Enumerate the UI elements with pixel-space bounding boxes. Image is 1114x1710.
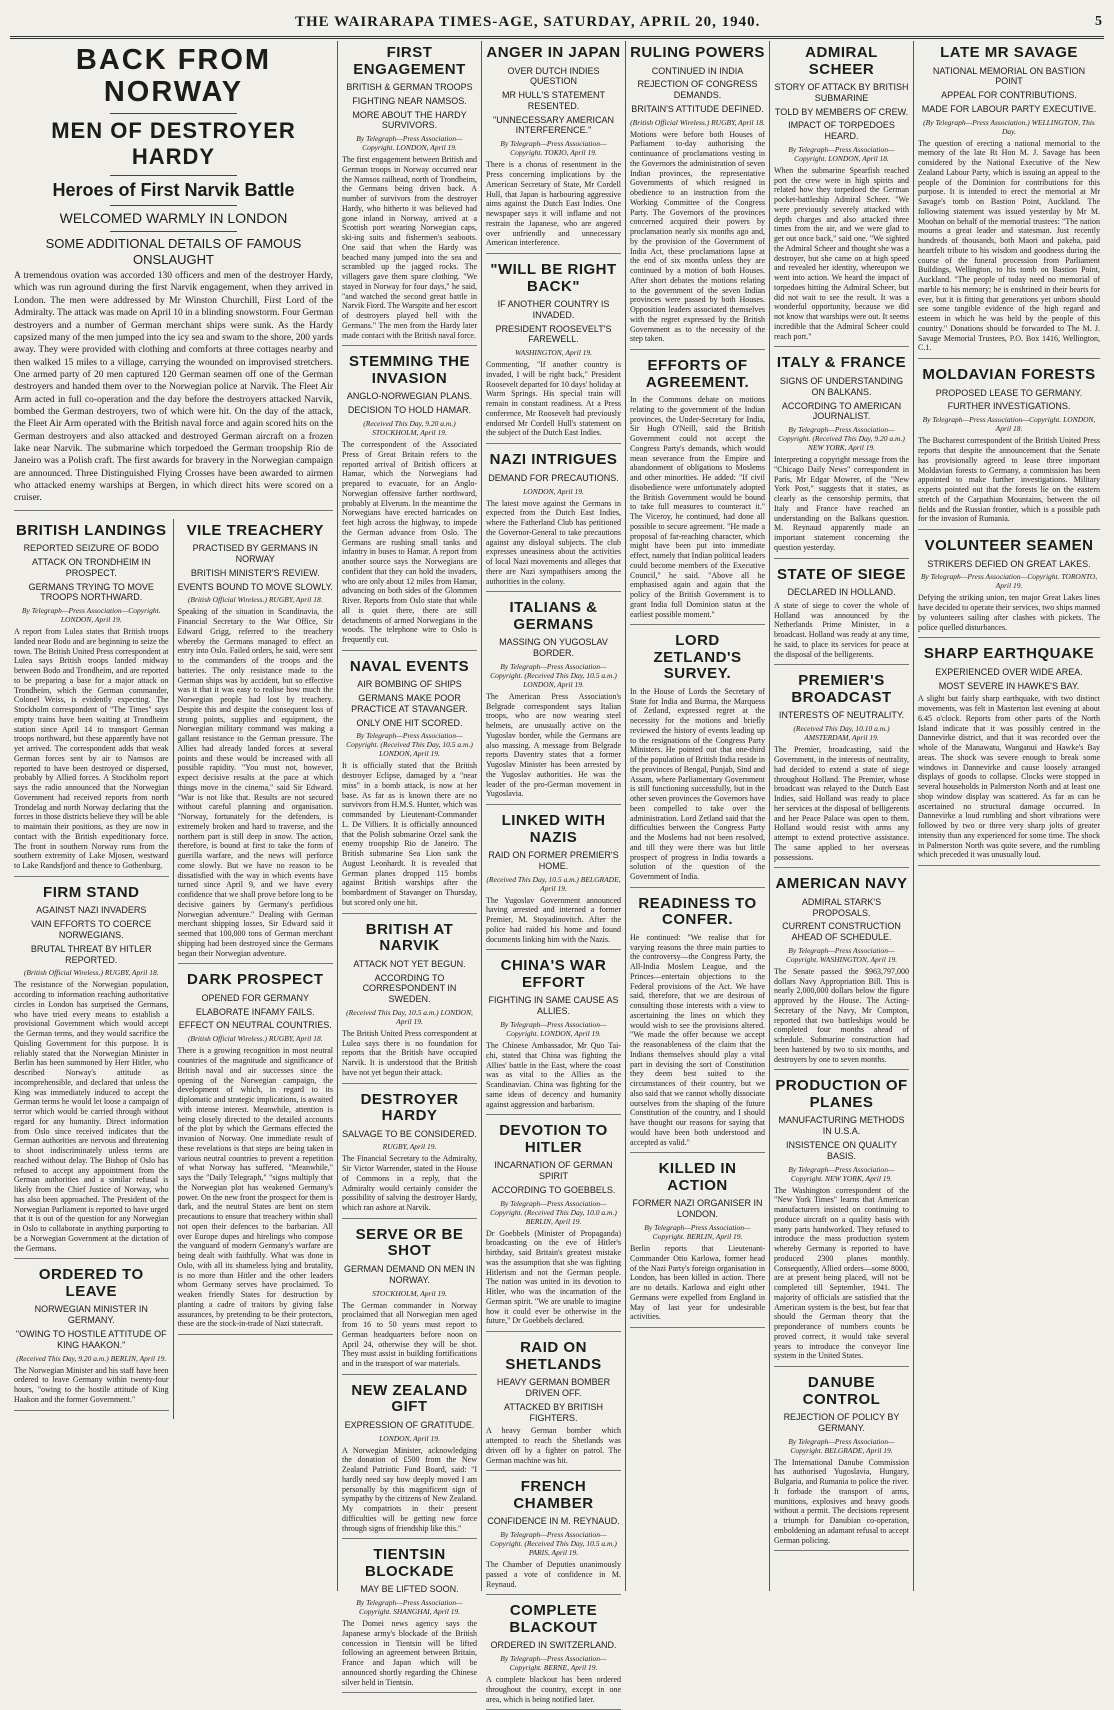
article [774, 1078, 909, 1367]
article-dateline: By Telegraph—Press Association—Copyright. (Received This Day, 10.0 a.m.) BERLIN, April 19. [490, 1198, 617, 1226]
article-body: The Domei news agency says the Japanese army's blockade of the British concession in Tientsin will be lifted following an agreement between Britain, France and Japan which will be announced shortly regarding the Chinese silver held in Tientsin. [342, 1619, 477, 1687]
article-headline: LINKED WITH NAZIS [501, 812, 606, 846]
article-headline: PREMIER'S BROADCAST [791, 672, 892, 706]
article-body: The American Press Association's Belgrade correspondent says Italian troops, who are now wearing steel helmets, are unusually active on the Yugoslav border, while the Germans are also massing. A message from Belgrade reports Daventry states that a former Yugoslav Minister has been arrested by the Yugoslav authorities. He was the leader of the pro-German movement in Yugoslavia. [486, 691, 621, 799]
article-body: The Chinese Ambassador, Mr Quo Tai-chi, stated that China was fighting the Allies' battle in the East, where the coast was as vital to the Allies as the Scandinavian. China was fighting for the same ideas of decency and humanity against aggression and barbarism. [486, 1041, 621, 1109]
article-body: The resistance of the Norwegian population, according to information reaching authoritative circles in London has surprised the Germans, who have tried every means to establish a provisional Government which would accept the German terms, and they would sacrifice the Quisling Government for this purpose. It is reliably stated that the Norwegian Minister in Berlin has been summoned by Herr Hitler, who described Norway's attitude as incomprehensible, and declared that unless the King was immediately induced to accept the German terms he would let loose a campaign of terror which would be carried through without regard for any humanity. Direct information from Oslo since received indicates that the German authorities are nervous and threatening to shoot indiscriminately unless terms are reached without delay. The Bishop of Oslo has refused to accept any appointment from the German authorities and a similar refusal is likely from the Chief Justice of Norway, who has also been approached. The President of the Norwegian Parliament is reported to have urged that it is out of the question for any Norwegian in Oslo to collaborate in anything purporting to be a Norwegian Government at the dictation of the Germans. [14, 980, 169, 1253]
article [14, 885, 169, 1259]
article-subhead: ELABORATE INFAMY FAILS. [195, 1006, 315, 1017]
article-headline: BRITISH LANDINGS [16, 521, 167, 539]
article-headline: ANGER IN JAPAN [486, 44, 621, 61]
article-headline: DESTROYER HARDY [360, 1090, 459, 1125]
article-headline: ITALIANS & GERMANS [509, 599, 598, 633]
article-headline: DARK PROSPECT [186, 971, 324, 989]
article-body: When the submarine Spearfish reached port the crew were in high spirits and related how they torpedoed the German pocket-battleship Admiral Scheer. "We were previously severely attacked with depth charges and also attacked three times from the air, and we were glad to get out once back," said one. "We sighted the Admiral Scheer and thought she was a destroyer, but she came on at high speed and revealed her identity, whereupon we went into action. We heard the impact of torpedoes hitting the Admiral Scheer, but did not wait to see the result. It was a wonderful opportunity, because we did not know that warships were out. It seems incredible that the Admiral Scheer could reach port." [774, 165, 909, 341]
article [342, 1092, 477, 1219]
article-subhead: MORE ABOUT THE HARDY SURVIVORS. [352, 109, 467, 131]
article-subhead: NORWEGIAN MINISTER IN GERMANY. [34, 1304, 148, 1326]
article-body: There is a growing recognition in most neutral countries of the magnitude and significance of British naval and air successes since the opening of the Norwegian campaign, the development of which, in regard to its diplomatic and strategic implications, is awaited with intense interest. Meanwhile, attention is being closely directed to the detailed accounts of the plot by which the Germans effected the invasion of Norway. One immediate result of these revelations is that steps are being taken in various neutral countries to prevent a repetition of what Norway has suffered. "Meanwhile," says the "Daily Telegraph," "signs multiply that the Norwegian plot has weakened Germany's power. On the new front the prospect for them is dark, and the neutral States are bent on stern precautions to ensure that treachery within shall not open their defences to the barbarian. All over Europe dupes and hirelings who compose the vanguard of modern Germany's warfare are being dealt with faithfully. What was done in Oslo, with all its shameless lying and brutality, is no more than Hitler and the other leaders whom Germany serves have proclaimed. To weaken friendly States for destruction by planting a cadre of traitors by giving false assurances, by pretending to be their protectors, these are the stock-in-trade of Nazi statecraft. [177, 1046, 334, 1329]
article-headline: VILE TREACHERY [186, 521, 324, 539]
article-dateline: (Received This Day, 10.5 a.m.) BELGRADE, April 19. [486, 874, 621, 893]
article [630, 633, 765, 888]
article [630, 358, 765, 625]
article-subhead: EXPERIENCED OVER WIDE AREA. [935, 666, 1083, 677]
column-6 [913, 41, 1104, 1591]
article-subhead: CURRENT CONSTRUCTION AHEAD OF SCHEDULE. [782, 921, 901, 943]
article-body: The latest move against the Germans in expected from the Dutch East Indies, where the Fatherland Club has petitioned the Governor-General to take precautions against any disloyal subjects. The club expresses uneasiness about the activities of local Nazi movements and alleges that there are Nazi sympathisers among the authorities in the colony. [486, 498, 621, 586]
article-headline: CHINA'S WAR EFFORT [500, 957, 607, 991]
article-body: The correspondent of the Associated Press of Great Britain refers to the reported arrival of British officers at Hamar, which the Norwegians had prepared to evacuate, for an Anglo-Norwegian offensive farther northward, probably at Elverum. In the meantime the Norwegians have erected barricades on feet high across the highway, to impede the German advance from Oslo. The Germans are rushing small tanks and infantry in buses to Hamar. A report from another source says the Norwegians are confident that they can hold the invaders, who are only about 12 miles from Hamar, advancing on both sides of the Glommen River. Reports from Oslo state that while all is quiet there, there are still detachments of armed Norwegians in the woods. The telephone wire to Oslo is frequently cut. [342, 440, 477, 645]
article-body: A state of siege to cover the whole of Holland was announced by the Netherlands Prime Minister, in a broadcast. Holland was ready at any time, he said, to place its services for peace at the disposal of the belligerents. [774, 600, 909, 659]
article-subhead: FIGHTING IN SAME CAUSE AS ALLIES. [488, 995, 619, 1017]
article-headline: TIENTSIN BLOCKADE [365, 1546, 454, 1580]
article-body: The Senate passed the $963,797,000 dollars Navy Appropriation Bill. This is nearly 2,000,000 dollars below the figure approved by the House. The Acting-Secretary of the Navy, Mr Compton, reported that two battleships would be completed four months ahead of schedule. Submarine construction had been hastened by two to six months, and destroyers by one to seven months. [774, 966, 909, 1064]
article-dateline: By Telegraph—Press Association—Copyright. TOKIO, April 19. [500, 139, 607, 158]
article-subhead: SIGNS OF UNDERSTANDING ON BALKANS. [779, 375, 904, 397]
article [342, 922, 477, 1084]
article [342, 45, 477, 346]
article-headline: FRENCH CHAMBER [513, 1478, 594, 1512]
article-dateline: By Telegraph—Press Association—Copyright. TORONTO, April 19. [920, 572, 1098, 591]
article [774, 1375, 909, 1551]
article-subhead: PRESIDENT ROOSEVELT'S FAREWELL. [495, 323, 612, 345]
article-body: The Premier, broadcasting, said the Government, in the interests of neutrality, had decided to extend a state of siege throughout Holland. The Premier, whose broadcast was relayed to the Dutch East Indies, said Holland was ready to place her services at the disposal of belligerents and her Peace Palace was open to them. Holland would resist with arms any attempt to extend protective assistance. The same applied to her overseas possessions. [774, 745, 909, 862]
article-body: Interpreting a copyright message from the "Chicago Daily News" correspondent in Paris, Mr Edgar Mowrer, of the "New York Post," suggests that it states, as clearly as the censorship permits, that Italy and France have reached an understanding on the Balkans question. M. Reynaud apparently made an important statement concerning the question yesterday. [774, 455, 909, 552]
lead-body: A tremendous ovation was accorded 130 officers and men of the destroyer Hardy, which was run aground during the first Narvik engagement, when they arrived in London. The men were addressed by Mr Winston Churchill, First Lord of the Admiralty. The attack was made on April 10 in a blinding snowstorm. Four German destroyers and a number of German merchant ships were sunk. As the Hardy capsized many of the men jumped into the icy sea and swam to the shore, 200 yards away. They were provided with clothing and comforts at three cottages nearby and then walked 15 miles to a village, carrying the wounded on improvised stretchers. One armed party of 20 men captured 120 German seamen off one of the German destroyers and handed them over to the Norwegian police at Narvik. The Fleet Air Arm acted in full co-operation and the day before the destroyers attacked Narvik, bombed the German destroyers, two of which were hit. On the day of the attack, the Fleet Air Arm operated with the British naval force and again scored hits on the German destroyers and also attacked and destroyed German aircraft on a frozen lake near Narvik. The submarine which torpedoed the German troopship Rio de Janeiro was a Polish craft. The first awards for bravery in the Norwegian campaign are announced. Three Distinguished Flying Crosses have been awarded to airmen who attacked enemy warships at Bergen, in which direct hits were scored on a cruiser. [14, 271, 333, 504]
article-dateline: By Telegraph—Press Association—Copyright. SHANGHAI, April 19. [356, 1598, 463, 1617]
article-subhead: REJECTION OF POLICY BY GERMANY. [783, 1412, 900, 1433]
article-subhead: APPEAL FOR CONTRIBUTIONS. [941, 90, 1077, 101]
article [342, 354, 477, 650]
article-subhead: AIR BOMBING OF SHIPS [357, 679, 462, 690]
article-subhead: NATIONAL MEMORIAL ON BASTION POINT [932, 65, 1086, 87]
article-headline: RULING POWERS [630, 44, 765, 61]
article-dateline: By Telegraph—Press Association—Copyright. (Received This Day, 10.5 a.m.) LONDON, April 19. [346, 731, 473, 759]
article [14, 1267, 169, 1410]
article-body: The German commander in Norway proclaimed that all Norwegian men aged from 16 to 50 years must report to German headquarters before noon on April 24, otherwise they will be shot. They must assist in building fortifications and in the transport of war materials. [342, 1300, 477, 1369]
article-subhead: ATTACKED BY BRITISH FIGHTERS. [503, 1401, 604, 1423]
lead-story [14, 45, 333, 511]
article-subhead: ACCORDING TO CORRESPONDENT IN SWEDEN. [362, 972, 457, 1005]
article-subhead: "UNNECESSARY AMERICAN INTERFERENCE." [493, 114, 614, 136]
article-body: The Chamber of Deputies unanimously passed a vote of confidence in M. Reynaud. [486, 1560, 621, 1589]
divider [110, 175, 238, 176]
article-headline: "WILL BE RIGHT BACK" [490, 261, 617, 295]
article-headline: STATE OF SIEGE [777, 565, 906, 583]
column-5 [769, 41, 913, 1591]
masthead [10, 8, 1104, 39]
article-subhead: AGAINST NAZI INVADERS [36, 905, 147, 916]
article-body: A slight but fairly sharp earthquake, with two distinct movements, was felt in Masterton last evening at about 6.45 o'clock. Reports from other parts of the North Island indicate that it was possibly centred in the Dannevirke district, and that it was recorded over the whole of the Manawatu, Wanganui and Hawke's Bay areas. The shock was severe enough to break some windows in Dannevirke and cause loosely arranged displays of goods to collapse. Clocks were stopped in several households in Palmerston North and at least one shop window display was scattered. As far as can be ascertained no structural damage occurred. In Dannevirke a loud rumbling and short vibrations were followed by two or three very sharp jolts of greater intensity than any experienced for some time. The shock in Palmerston North was quite severe, and the rumbling which preceded it was unusually loud. [918, 694, 1100, 860]
article-subhead: CONFIDENCE IN M. REYNAUD. [487, 1516, 620, 1527]
article-subhead: INSISTENCE ON QUALITY BASIS. [785, 1140, 898, 1161]
article-dateline: (Received This Day, 9.20 a.m.) STOCKHOLM, April 19. [363, 419, 456, 438]
article-headline: LORD ZETLAND'S SURVEY. [653, 632, 742, 683]
article-body: There is a chorus of resentment in the Press concerning implications by the American Secretary of State, Mr Cordell Hull, that Japan is harbouring aggressive aims against the Dutch East Indies. One newspaper says it will inflame and not restrain the Japanese, who are angered over unfriendly and unnecessary American interference. [486, 160, 621, 248]
article-subhead: REPORTED SEIZURE OF BODO [23, 543, 159, 554]
masthead-title: THE WAIRARAPA TIMES-AGE, SATURDAY, APRIL 20, 1940. [295, 14, 761, 30]
article [342, 1227, 477, 1375]
article [486, 813, 621, 950]
article-subhead: RAID ON FORMER PREMIER'S HOME. [488, 850, 619, 871]
article-subhead: IF ANOTHER COUNTRY IS INVADED. [497, 299, 610, 320]
article-subhead: HEAVY GERMAN BOMBER DRIVEN OFF. [496, 1377, 611, 1398]
article-subhead: FURTHER INVESTIGATIONS. [947, 401, 1071, 412]
article [342, 659, 477, 914]
article-dateline: (British Official Wireless.) RUGBY, April 18. [187, 595, 323, 605]
article-headline: LATE MR SAVAGE [940, 44, 1078, 61]
article [486, 262, 621, 444]
article-dateline: By Telegraph—Press Association—Copyright. (Received This Day, 9.20 a.m.) NEW YORK, April 19. [778, 425, 905, 453]
article-headline: STEMMING THE INVASION [349, 353, 470, 387]
article [486, 1123, 621, 1332]
article-headline: DANUBE CONTROL [802, 1374, 881, 1408]
article-body: In the House of Lords the Secretary of State for India and Burma, the Marquess of Zetland, expressed regret at the necessity for the motions and briefly reviewed the history of events leading up to the resignations of the Congress Party Ministers. He pointed out that one-third of the population of British India reside in the provinces of Bengal, Punjab, Sind and Assam, where Parliamentary Government is still functioning successfully, but in the other seven provinces the Governors have been compelled to take over the administration. Lord Zetland said that the difficulties between the Congress Party and the Moslems had not been resolved, and till they were there was but little prospect of progress in India towards a solution of the question of the Government of India. [630, 686, 765, 882]
article [630, 896, 765, 1154]
article-subhead: BRITISH MINISTER'S REVIEW. [190, 567, 320, 578]
article-body: Motions were before both Houses of Parliament to-day authorising the continuance of proclamations vesting in the Governors the administration of seven Indian provinces, the representative Governments of which resigned in obedience to an instruction from the Working Committee of the Congress Party. The Governors of the provinces concerned acquired their powers by proclamation nearly six months ago and, by the provision of the Government of India Act, these proclamations lapse at the end of six months unless they are continued by a motion of both Houses. After short debates the motions relating to the government of the seven Indian provinces were passed by both Houses. Opposition leaders associated themselves with the regret expressed by the British Government as to the necessity of the step taken. [630, 129, 765, 344]
article-headline: NAVAL EVENTS [349, 657, 470, 675]
article-headline: PRODUCTION OF PLANES [775, 1077, 908, 1111]
column-1-right [174, 519, 334, 1419]
article-subhead: DECISION TO HOLD HAMAR. [347, 405, 472, 416]
article-subhead: VAIN EFFORTS TO COERCE NORWEGIANS. [31, 919, 152, 940]
article-dateline: (Received This Day, 10.10 a.m.) AMSTERDAM, April 19. [793, 724, 890, 743]
article-subhead: PROPOSED LEASE TO GERMANY. [935, 387, 1083, 398]
article-body: He continued: "We realise that for varying reasons the three main parties to the controversy—the Congress Party, the All-India Moslem League, and the Princes—entertain objections to the Federal provisions of the Act. We have said, therefore, that we are desirous of consulting those interests with a view to ascertaining the lines on which they would wish to see the provisions altered. "We made the offer because we accept the reasonableness of the claim that the Indians themselves should play a vital part in devising the sort of Constitution they deem best suited to the circumstances of their country, but we also said that we cannot wholly dissociate ourselves from the shaping of the future Constitution of the country, and I should have thought our reasons for saying that would have been both understood and accepted as valid." [630, 932, 765, 1147]
article-subhead: ATTACK NOT YET BEGUN. [353, 958, 466, 969]
article [630, 1161, 765, 1328]
article-headline: BRITISH AT NARVIK [365, 920, 454, 955]
article [774, 673, 909, 868]
article-body: The question of erecting a national memorial to the memory of the late Rt Hon M. J. Savage has been considered by the National Executive of the New Zealand Labour Party, which is issuing an appeal to the people of the Dominion for contributions for this purpose. It is intended to erect the memorial at Mr Savage's tomb on Bastion Point, Auckland. The following statement was issued yesterday by Mr M. Moohan on behalf of the memorial trustees: "The nation mourns a great leader and statesman. Just recently hundreds of thousands, both Maori and pakeha, paid heartfelt tribute to his wisdom and goodness during the course of the funeral procession from Parliament Buildings, Wellington, to his tomb on Bastion Point, Auckland. "The people of today need no memorial of marble to his memory; he is enshrined in their hearts for ever, but it is fitting that generations yet unborn should see some tangible evidence of the high regard and esteem in which he was held by the people of this country." Donations should be forwarded to The M. J. Savage Memorial Trustees, P.O. Box 1416, Wellington, C.1. [918, 138, 1100, 353]
article-dateline: RUGBY, April 19. [382, 1142, 437, 1152]
article-body: The Washington correspondent of the "New York Times" learns that American manufacturers insisted on continuing to produce aircraft on a quality basis with many parts handworked. They refused to introduce the mass production system whereby Germany is reported to have produced 2300 planes monthly. Consequently, Allied orders—some 8000, are at present being placed, will not be completed till September, 1941. The majority of officials are satisfied that the American system is the best, but fear that should the German theory that the preponderance of numbers counts be proved correct, it would take several years to introduce the conveyor line system in the United States. [774, 1185, 909, 1361]
article-subhead: ADMIRAL STARK'S PROPOSALS. [801, 896, 882, 918]
article-subhead: MASSING ON YUGOSLAV BORDER. [499, 637, 608, 659]
article-subhead: OPENED FOR GERMANY [201, 992, 309, 1003]
article [774, 567, 909, 666]
article-headline: SHARP EARTHQUAKE [923, 645, 1095, 663]
article-subhead: MR HULL'S STATEMENT RESENTED. [502, 90, 605, 111]
article-headline: NEW ZEALAND GIFT [351, 1381, 468, 1416]
lead-headline: BACK FROM NORWAY [75, 44, 272, 108]
article-subhead: MAY BE LIFTED SOON. [360, 1584, 459, 1595]
article [918, 367, 1100, 530]
article-dateline: (British Official Wireless.) RUGBY, April 18. [187, 1034, 323, 1044]
article-body: Berlin reports that Lieutenant-Commander Otto Karlowa, former head of the Nazi Party's foreign organisation in London, has been killed in action. There are no details. Karlowa and eight other Germans were expelled from England in May of last year for undesirable activities. [630, 1244, 765, 1322]
article-body: A complete blackout has been ordered throughout the country, except in one area, which is being notified later. [486, 1675, 621, 1704]
article-dateline: (Received This Day, 9.20 a.m.) BERLIN, April 19. [16, 1353, 167, 1363]
article-subhead: CONTINUED IN INDIA [651, 65, 744, 76]
column-2 [337, 41, 481, 1687]
article [486, 600, 621, 805]
article-subhead: BRUTAL THREAT BY HITLER REPORTED. [30, 943, 152, 965]
article [774, 355, 909, 558]
article-subhead: STRIKERS DEFIED ON GREAT LAKES. [927, 558, 1091, 569]
article-dateline: By Telegraph—Press Association—Copyright. LONDON, April 19. [500, 1020, 607, 1039]
article-body: A heavy German bomber which attempted to reach the Shetlands was driven off by a fighter on patrol. The German machine was hit. [486, 1426, 621, 1465]
article [774, 876, 909, 1070]
column-4 [625, 41, 769, 1591]
page-number: 5 [1095, 14, 1102, 29]
column-1-left [14, 519, 174, 1419]
divider [110, 231, 238, 232]
article-subhead: ACCORDING TO GOEBBELS. [491, 1184, 616, 1195]
article-body: Dr Goebbels (Minister of Propaganda) broadcasting on the eve of Hitler's birthday, said Britain's greatest mistake was the assumption that she was fighting Hitlerism and not the German people. The nation was united in its devotion to Hitler, who was the incarnation of the German spirit. "We are unable to imagine how it could ever be otherwise in the future," Dr Goebbels declared. [486, 1228, 621, 1326]
article [486, 1479, 621, 1595]
article-body: The Norwegian Minister and his staff have been ordered to leave Germany within twenty-four hours, "owing to the hostile attitude of King Haakon and the former Government." [14, 1365, 169, 1404]
article-subhead: DECLARED IN HOLLAND. [787, 587, 896, 598]
article-subhead: FIGHTING NEAR NAMSOS. [352, 95, 467, 106]
lead-subhead: Heroes of First Narvik Battle [52, 179, 295, 200]
divider [110, 113, 238, 114]
article [342, 1547, 477, 1693]
article-subhead: IMPACT OF TORPEDOES HEARD. [788, 120, 895, 142]
article [14, 523, 169, 877]
article-dateline: (Received This Day, 10.5 a.m.) LONDON, April 19. [346, 1007, 473, 1026]
article-subhead: BRITISH & GERMAN TROOPS [346, 82, 473, 92]
article-subhead: MADE FOR LABOUR PARTY EXECUTIVE. [921, 103, 1097, 114]
article-body: The Financial Secretary to the Admiralty, Sir Victor Warrender, stated in the House of Commons in a reply, that the Admiralty would certainly consider the possibility of salving the destroyer Hardy, which ran ashore at Narvik. [342, 1154, 477, 1213]
article-headline: NAZI INTRIGUES [489, 451, 618, 469]
article-body: The International Danube Commission has authorised Yugoslavia, Hungary, Bulgaria, and Rumania to police the river. It forbade the transport of arms, munitions, explosives and heavy goods without a permit. The decisions represent a triumph for Danubian co-operation, emboldening an adamant refusal to accept German policing. [774, 1457, 909, 1545]
article-headline: DEVOTION TO HITLER [499, 1122, 608, 1156]
article-body: In the Commons debate on motions relating to the government of the Indian provinces, the Under-Secretary for India, Sir Hugh O'Neill, said the British Government could not accept the Congress Party's demands, which would mean severance from the Empire and abandonment of obligations to Moslems and other minorities. He added: "If civil disobedience were unfortunately adopted the British Government would be bound to take full measures to counteract it." The Viceroy, he continued, had done all possible to secure agreement. "He made a proposal of far-reaching character, which might have been put into immediate effect, namely that Indian political leaders could become members of the Executive Council," he said. "Above all he emphasised again and again that the policy of the British Government is to grant India full Dominion status at the earliest possible moment." [630, 395, 765, 619]
article [486, 958, 621, 1115]
article [774, 45, 909, 347]
article-dateline: By Telegraph—Press Association—Copyright. BERLIN, April 19. [644, 1223, 751, 1242]
article [486, 45, 621, 254]
article-dateline: By Telegraph—Press Association—Copyright. LONDON, April 19. [356, 134, 463, 153]
article-subhead: EXPRESSION OF GRATITUDE. [344, 1419, 475, 1430]
article-dateline: LONDON, April 19. [523, 486, 584, 496]
article-subhead: MOST SEVERE IN HAWKE'S BAY. [938, 680, 1080, 691]
article-subhead: GERMAN DEMAND ON MEN IN NORWAY. [343, 1263, 475, 1285]
article-dateline: WASHINGTON, April 19. [514, 348, 593, 358]
lead-subhead: WELCOMED WARMLY IN LONDON [59, 210, 288, 227]
article-headline: ORDERED TO LEAVE [38, 1266, 144, 1300]
article-headline: EFFORTS OF AGREEMENT. [645, 357, 750, 391]
article-body: The Bucharest correspondent of the British United Press reports that despite the announcement that the Senate has provisionally agreed to lease three important Moldavian forests to Germany, a commission has been appointed to make further investigations. Military experts pointed out that the forests lie on the eastern stretch of the Carpathian Mountains, between the oil fields and the Russian frontier, which is a possible path for the invasion of Rumania. [918, 436, 1100, 524]
article [486, 1340, 621, 1471]
article-headline: ADMIRAL SCHEER [805, 44, 878, 78]
article-subhead: DEMAND FOR PRECAUTIONS. [488, 472, 619, 483]
article-subhead: SALVAGE TO BE CONSIDERED. [342, 1128, 477, 1139]
article-headline: RAID ON SHETLANDS [505, 1339, 602, 1373]
article-body: Commenting, "If another country is invaded, I will be right back," President Roosevelt departed for 10 days' holiday at Warm Springs. His special train will remain in constant readiness. At a Press conference, Mr Roosevelt had previously endorsed Mr Cordell Hull's statement on the subject of the Dutch East Indies. [486, 360, 621, 438]
article-body: The first engagement between British and German troops in Norway occurred near the Namsos railhead, north of Trondheim, the Germans being driven back. A number of survivors from the destroyer Hardy, who hitherto it was believed had gone inland in Norway, arrived at a Scottish port wearing Norwegian caps, ski-ing suits and fishermen's seaboots. One said that when the Hardy was beached many jumped into the sea and scrambled up the jagged rocks. The villagers gave them spare clothing. "We stayed in Norway for four days," he said, "and watched the second great battle in Narvik Fiord. The Warspite and her escort of destroyers played hell with the Germans." The men from the Hardy later made contact with the British naval force. [342, 155, 477, 340]
lead-subhead: SOME ADDITIONAL DETAILS OF FAMOUS ONSLAUGHT [45, 235, 302, 267]
article-dateline: STOCKHOLM, April 19. [372, 1288, 447, 1298]
article-subhead: EFFECT ON NEUTRAL COUNTRIES. [178, 1020, 332, 1031]
article-dateline: By Telegraph—Press Association—Copyright. LONDON, April 18. [922, 415, 1096, 434]
article-body: Defying the striking union, ten major Great Lakes lines have decided to operate their services, two ships manned by volunteers sailing after clashes with pickets. The police quelled disturbances. [918, 593, 1100, 632]
article-body: The Yugoslav Government announced having arrested and interned a former Premier, M. Stoyadinovitch. After the police had raided his home and found documents linking him with the Nazis. [486, 895, 621, 944]
article-dateline: By Telegraph—Press Association—Copyright. LONDON, April 19. [21, 606, 161, 625]
article-body: A report from Lulea states that British troops landed near Bodo and are beginning to seize the town. The British United Press correspondent at Lulea says British troops landed midway between Bodo and Trondheim, and are reported to be preparing a base for a major attack on Trondheim, which the German commander, Colonel Weiss, is evidently expecting. The Stockholm correspondent of "The Times" says empty trains have been waiting at Trondheim station since April 14 to transport German troops northward, but these apparently have not yet arrived. The correspondent adds that weak German forces sent by air to Namsos are reported to have been destroyed or dispersed, probably by Allied forces. A Stockholm report says the radio announced that the Norwegian Government had received reports from north Trondelag and north Norway declaring that the forces in those districts believe they will be able to maintain their positions, as they are now in contact with the British expeditionary force. The front in southern Norway runs from the southern extremity of Lake Mjosen, westward to Lake Randsfjord and thence to Gothenburg. [14, 627, 169, 871]
article [486, 1603, 621, 1710]
article-subhead: PRACTISED BY GERMANS IN NORWAY [192, 543, 318, 564]
article-subhead: TOLD BY MEMBERS OF CREW. [774, 106, 909, 117]
article-dateline: By Telegraph—Press Association—Copyright. (Received This Day, 10.5 a.m.) PARIS, April 19. [490, 1530, 617, 1558]
article-dateline: By Telegraph—Press Association—Copyright. NEW YORK, April 19. [788, 1164, 895, 1183]
article-subhead: ORDERED IN SWITZERLAND. [490, 1640, 617, 1651]
article-dateline: (By Telegraph—Press Association.) WELLINGTON, This Day. [923, 117, 1095, 136]
article-subhead: ONLY ONE HIT SCORED. [356, 717, 463, 728]
column-1-subcolumns [14, 519, 333, 1419]
article-headline: AMERICAN NAVY [775, 875, 908, 893]
article-body: Speaking of the situation in Scandinavia, the Financial Secretary to the War Office, Sir Edward Grigg, referred to the treachery whereby the Germans managed to effect an entry into Oslo. Failed orders, he said, were sent to the commanders of the troops and the batteries. The only resistance made to the German ships was by accident, but so effective was it that it was easy to realise how much the Norwegian people had lost by treachery. Despite this and despite the consequent loss of strong points, supplies and equipment, the Norwegian military command was making a gallant resistance to the German pressure. The Allies had already landed forces at several points and these would be increased with all possible rapidity. "You must not, however, expect decisive results at the pace at which things move in the cinema," said Sir Edward. "War is not like that. Results are not secured without careful planning and organisation. "Norway, fortunately for the defenders, is extremely broken and hard to traverse, and the northern part is still deep in snow. The action, therefore, is bound at first to take the form of guerilla warfare, and the news will perforce come slowly. But we have no reason to be dissatisfied with the way in which events have turned since April 9, and we have every confidence that we shall prove before long to be decisive gainers by Germany's perfidious Norwegian adventure." Dealing with German merchant shipping losses, Sir Edward said it seemed that 100,000 tons of German merchant shipping had been destroyed since the Germans began their Norwegian adventure. [177, 607, 333, 958]
article-headline: FIRST ENGAGEMENT [353, 44, 466, 78]
article [630, 45, 765, 350]
article [342, 1383, 477, 1540]
article-dateline: (British Official Wireless.) RUGBY, April 18. [23, 968, 159, 978]
divider [110, 205, 238, 206]
article-dateline: By Telegraph—Press Association—Copyright. BELGRADE, April 19. [788, 1436, 895, 1455]
article-headline: VOLUNTEER SEAMEN [924, 537, 1094, 555]
article-subhead: MANUFACTURING METHODS IN U.S.A. [778, 1115, 905, 1137]
article-dateline: (British Official Wireless.) RUGBY, April 18. [630, 117, 765, 127]
article [918, 45, 1100, 359]
article-body: The British United Press correspondent at Lulea says there is no foundation for reports that the British have occupied Narvik. It is understood that the British have not yet begun their attack. [342, 1028, 477, 1077]
article-dateline: By Telegraph—Press Association—Copyright. WASHINGTON, April 19. [785, 945, 898, 964]
lead-subhead: MEN OF DESTROYER HARDY [51, 117, 296, 170]
article-headline: SERVE OR BE SHOT [355, 1225, 464, 1260]
article-subhead: ATTACK ON TRONDHEIM IN PROSPECT. [31, 556, 151, 578]
article-subhead: OVER DUTCH INDIES QUESTION [507, 65, 600, 87]
article-headline: READINESS TO CONFER. [638, 894, 757, 929]
article-subhead: INTERESTS OF NEUTRALITY. [778, 710, 905, 721]
column-1 [10, 41, 337, 1591]
article-subhead: GERMANS TRYING TO MOVE TROOPS NORTHWARD. [28, 581, 154, 603]
article-headline: COMPLETE BLACKOUT [509, 1602, 598, 1636]
article [918, 646, 1100, 866]
article-subhead: "OWING TO HOSTILE ATTITUDE OF KING HAAKON." [15, 1328, 167, 1350]
article-subhead: BRITAIN'S ATTITUDE DEFINED. [631, 103, 764, 114]
article-body: It is officially stated that the British destroyer Eclipse, damaged by a "near miss" in a bomb attack, is now at her base. As far as is known there are no survivors from H.M.S. Hunter, which was commanded by Lieutenant-Commander L. De Villiers. It is officially announced that the Polish submarine Orzel sank the enemy troopship Rio de Janeiro. The British submarine Sea Lion sank the August Leonhardt. It is revealed that German planes dropped 115 bombs against British warships after the bombardment of Stavanger on Thursday, but scored only one hit. [342, 761, 477, 907]
article-subhead: INCARNATION OF GERMAN SPIRIT [494, 1160, 613, 1182]
article-subhead: ANGLO-NORWEGIAN PLANS. [346, 391, 473, 402]
article-subhead: STORY OF ATTACK BY BRITISH SUBMARINE [774, 82, 909, 103]
article-dateline: By Telegraph—Press Association—Copyright. BERNE, April 19. [500, 1654, 607, 1673]
article-dateline: By Telegraph—Press Association—Copyright. LONDON, April 18. [788, 144, 895, 163]
article-headline: KILLED IN ACTION [658, 1160, 737, 1194]
article-headline: ITALY & FRANCE [776, 354, 907, 372]
article-subhead: ACCORDING TO AMERICAN JOURNALIST. [781, 400, 902, 422]
column-3 [481, 41, 625, 1704]
article-dateline: LONDON, April 19. [379, 1433, 440, 1443]
article-subhead: EVENTS BOUND TO MOVE SLOWLY. [177, 581, 333, 592]
article-subhead: GERMANS MAKE POOR PRACTICE AT STAVANGER. [351, 693, 468, 714]
article-dateline: By Telegraph—Press Association—Copyright. (Received This Day, 10.5 a.m.) LONDON, April 19. [490, 661, 617, 689]
newspaper-page [10, 8, 1104, 1704]
article-subhead: REJECTION OF CONGRESS DEMANDS. [637, 79, 758, 101]
article-subhead: FORMER NAZI ORGANISER IN LONDON. [632, 1198, 763, 1220]
article [178, 523, 334, 965]
article [918, 538, 1100, 638]
article-headline: MOLDAVIAN FORESTS [922, 366, 1096, 384]
article-body: A Norwegian Minister, acknowledging the donation of £500 from the New Zealand Patriotic Fund Board, said: "I hardly need say how deeply moved I am personally by this magnificent sign of sympathy by the citizens of New Zealand. My compatriots in their present difficulties will be getting new force through signs of friendship like this." [342, 1445, 477, 1533]
article [178, 972, 334, 1335]
article [486, 452, 621, 592]
article-headline: FIRM STAND [43, 883, 140, 901]
